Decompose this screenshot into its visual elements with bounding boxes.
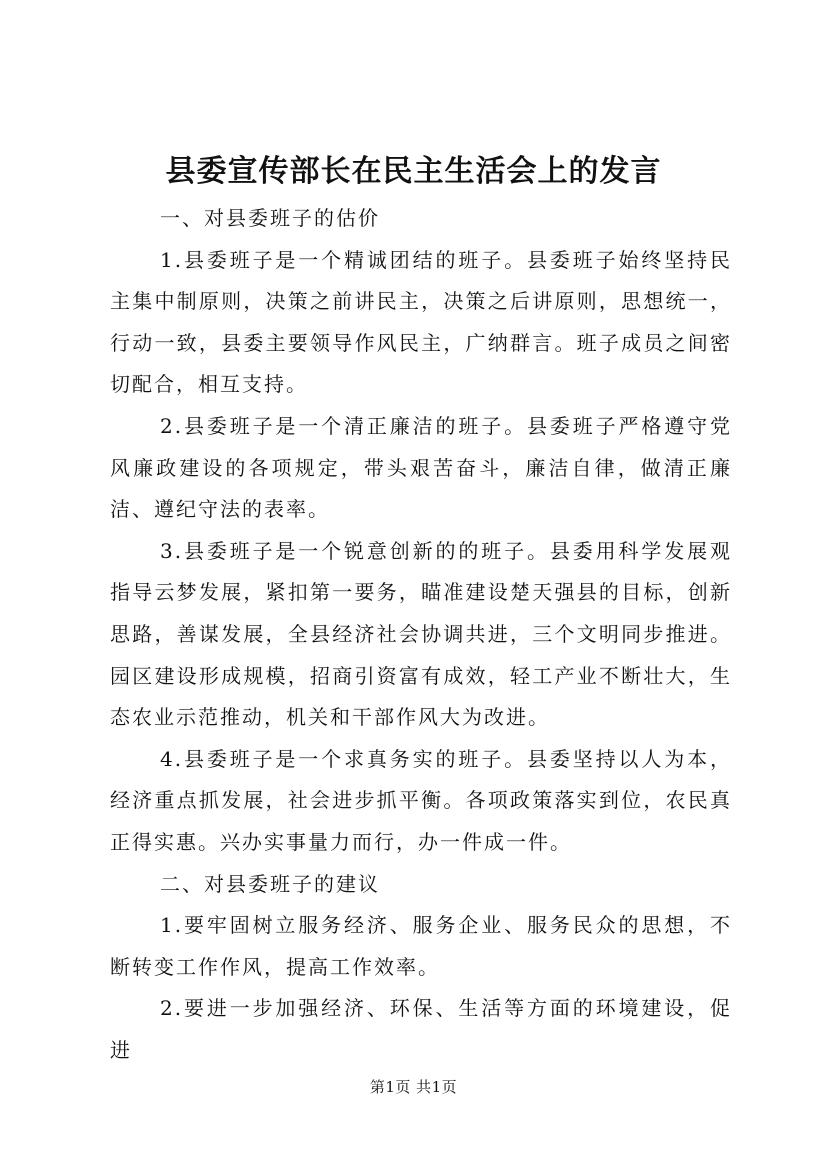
- paragraph-1: 1.县委班子是一个精诚团结的班子。县委班子始终坚持民主集中制原则，决策之前讲民主，决策之后讲原则，思想统一，行动一致，县委主要领导作风民主，广纳群言。班子成员之间密切配合，相互支持。: [110, 247, 732, 397]
- section-heading-1: 一、对县委班子的估价: [160, 206, 380, 230]
- document-body: [110, 198, 732, 1071]
- paragraph-3: 3.县委班子是一个锐意创新的的班子。县委用科学发展观指导云梦发展，紧扣第一要务，瞄准建设楚天强县的目标，创新思路，善谋发展，全县经济社会协调共进，三个文明同步推进。园区建设形成规模，招商引资富有成效，轻工产业不断壮大，生态农业示范推动，机关和干部作风大为改进。: [110, 538, 732, 730]
- paragraph-4: 4.县委班子是一个求真务实的班子。县委坚持以人为本，经济重点抓发展，社会进步抓平衡。各项政策落实到位，农民真正得实惠。兴办实事量力而行，办一件成一件。: [110, 746, 732, 854]
- paragraph-2: 2.县委班子是一个清正廉洁的班子。县委班子严格遵守党风廉政建设的各项规定，带头艰苦奋斗，廉洁自律，做清正廉洁、遵纪守法的表率。: [110, 413, 732, 522]
- paragraph-6: 2.要进一步加强经济、环保、生活等方面的环境建设，促进: [110, 996, 732, 1062]
- paragraph-5: 1.要牢固树立服务经济、服务企业、服务民众的思想，不断转变工作作风，提高工作效率。: [110, 913, 732, 979]
- section-heading-2: 二、对县委班子的建议: [160, 871, 380, 896]
- document-title: 县委宣传部长在民主生活会上的发言: [165, 154, 662, 189]
- page-footer: 第1页 共1页: [369, 1078, 458, 1096]
